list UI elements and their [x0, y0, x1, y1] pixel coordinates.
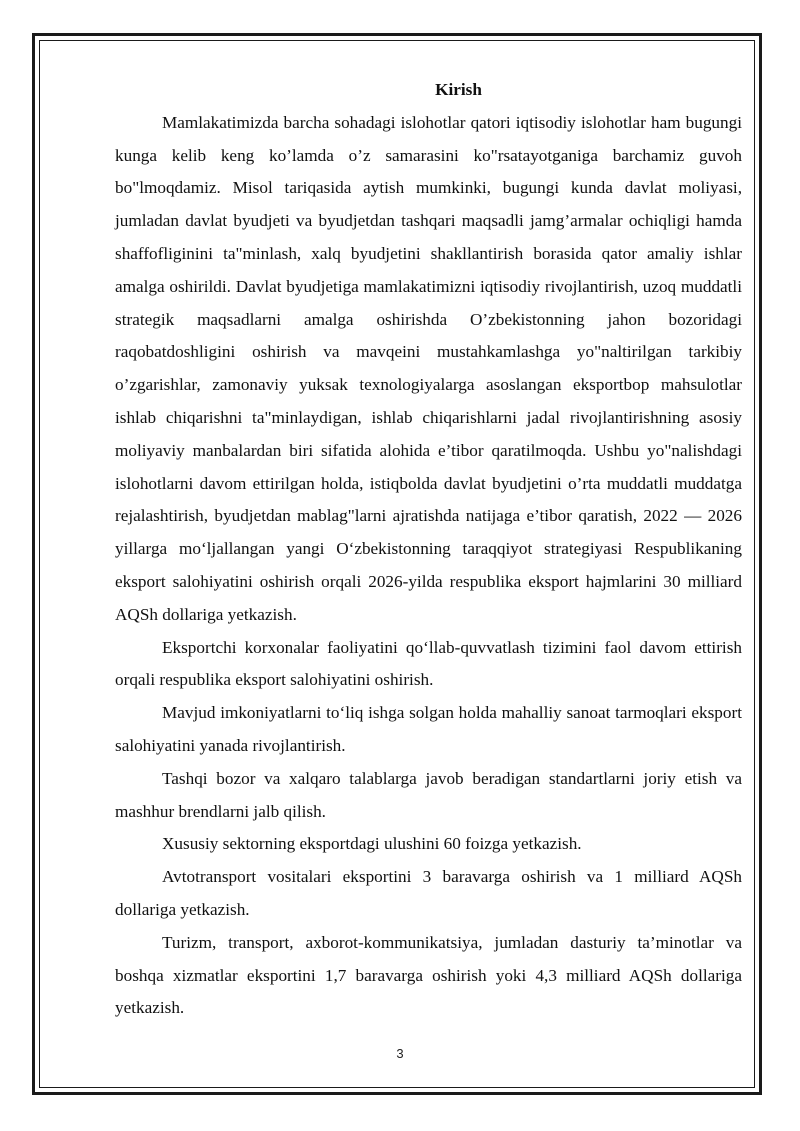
- paragraph-standards-brands: Tashqi bozor va xalqaro talablarga javob beradigan standartlarni joriy etish va mashhur brendlarni jalb qilish.: [115, 768, 742, 821]
- paragraph-local-industry: Mavjud imkoniyatlarni to‘liq ishga solgan holda mahalliy sanoat tarmoqlari eksport salohiyatini yanada rivojlantirish.: [115, 703, 742, 755]
- section-title: Kirish: [435, 80, 482, 99]
- paragraph-private-sector: Xususiy sektorning eksportdagi ulushini 60 foizga yetkazish.: [162, 834, 582, 854]
- paragraph-intro: Mamlakatimizda barcha sohadagi islohotlar qatori iqtisodiy islohotlar ham bugungi kunga kelib keng ko’lamda o’z samarasini ko"rsatayotganiga barchamiz guvoh bo"lmoqdamiz. Misol tariqasida aytish mumkinki, bugungi kunda davlat moliyasi, jumladan davlat byudjeti va byudjetdan tashqari maqsadli jamg’armalar ochiqligi hamda shaffofliginini ta"minlash, xalq byudjetini shakllantirish borasida qator amaliy ishlar amalga oshirildi. Davlat byudjetiga mamlakatimizni iqtisodiy rivojlantirish, uzoq muddatli strategik maqsadlarni amalga oshirishda O’zbekistonning jahon bozoridagi raqobatdoshligini oshirish va mavqeini mustahkamlashga yo"naltirilgan tarkibiy o’zgarishlar, zamonaviy yuksak texnologiyalarga asoslangan eksportbop mahsulotlar ishlab chiqarishni ta"minlaydigan, ishlab chiqarishlarni jadal rivojlantirishning asosiy moliyaviy manbalardan biri sifatida alohida e’tibor qaratilmoqda. Ushbu yo"nalishdagi islohotlarni davom ettirilgan holda, istiqbolda davlat byudjetini o’rta muddatli muddatga rejalashtirish, byudjetdan mablag"larni ajratishda natijaga e’tibor qaratish, 2022 — 2026 yillarga mo‘ljallangan yangi O‘zbekistonning taraqqiyot strategiyasi Respublikaning eksport salohiyatini oshirish orqali 2026-yilda respublika eksport hajmlarini 30 milliard AQSh dollariga yetkazish.: [115, 112, 742, 624]
- paragraph-services-export: Turizm, transport, axborot-kommunikatsiya, jumladan dasturiy ta’minotlar va boshqa xizmatlar eksportini 1,7 baravarga oshirish yoki 4,3 milliard AQSh dollariga yetkazish.: [115, 932, 742, 1018]
- page-number: 3: [396, 1046, 404, 1061]
- document-body: [115, 74, 742, 1025]
- paragraph-auto-transport: Avtotransport vositalari eksportini 3 baravarga oshirish va 1 milliard AQSh dollariga yetkazish.: [115, 867, 742, 919]
- paragraph-exporters-support: Eksportchi korxonalar faoliyatini qo‘llab-quvvatlash tizimini faol davom ettirish orqali respublika eksport salohiyatini oshirish.: [115, 637, 742, 690]
